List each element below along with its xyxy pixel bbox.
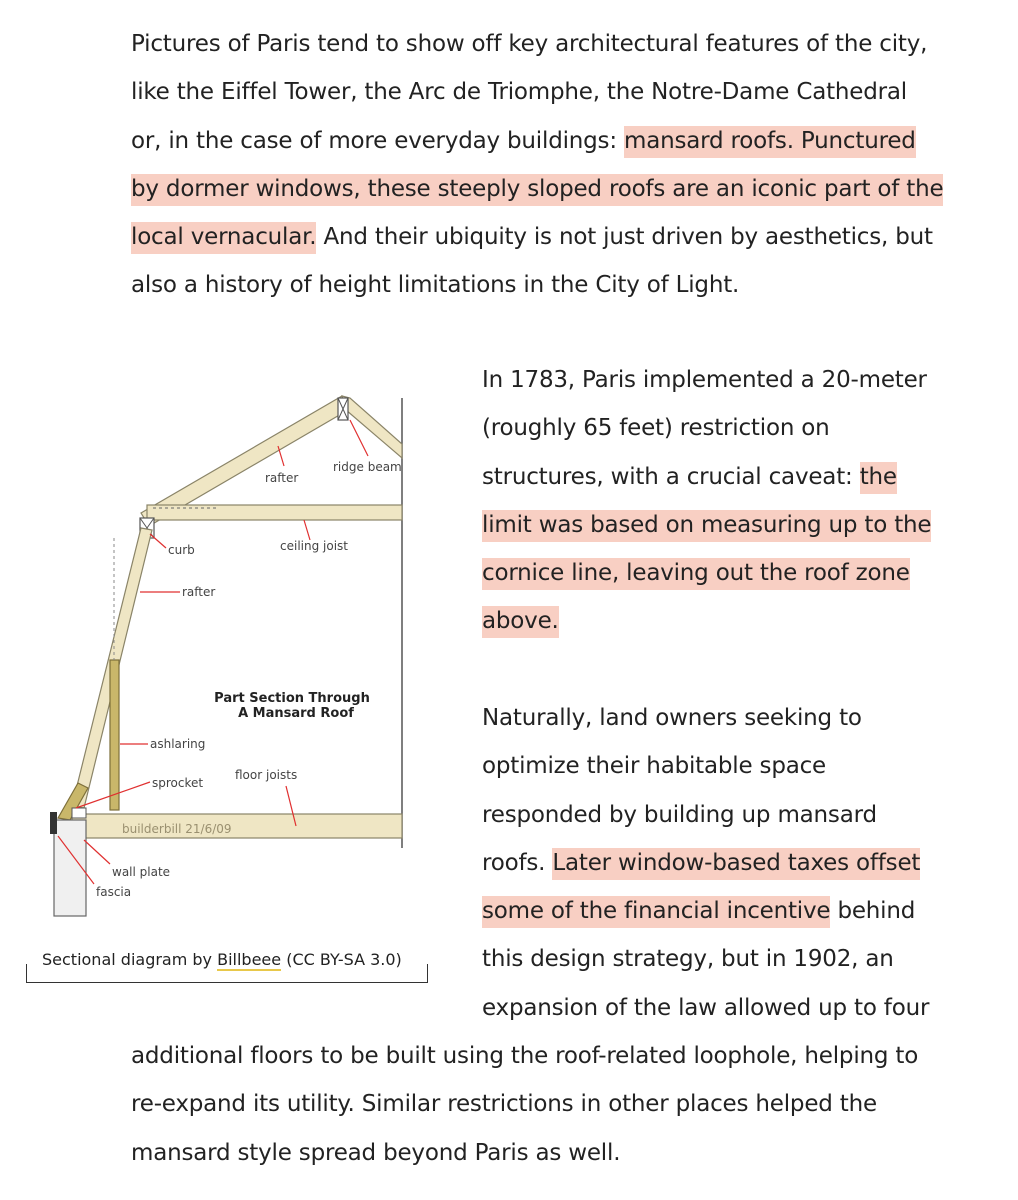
caption-text: Sectional diagram by <box>42 950 218 969</box>
diagram-background <box>28 368 433 948</box>
text-line: Naturally, land owners seeking to <box>482 705 862 731</box>
text-span: roofs. <box>482 849 553 876</box>
text-line: (roughly 65 feet) restriction on <box>482 415 830 442</box>
label-rafter-top: rafter <box>265 471 299 485</box>
text-line: this design strategy, but in 1902, an <box>482 946 894 973</box>
text-line <box>482 549 931 597</box>
text-span: structures, with a crucial caveat: <box>482 463 860 490</box>
text-line: re-expand its utility. Similar restrictions in other places helped the <box>131 1091 877 1118</box>
ceiling-joist-beam <box>147 505 402 520</box>
text-line <box>482 501 931 549</box>
text-line <box>482 887 929 935</box>
figure-caption-block <box>26 944 430 984</box>
label-rafter-lower: rafter <box>182 585 216 599</box>
text-line: optimize their habitable space <box>482 753 827 780</box>
label-ceiling-joist: ceiling joist <box>280 539 348 553</box>
text-line <box>482 839 929 887</box>
label-ashlaring: ashlaring <box>150 737 206 751</box>
highlight-span: cornice line, leaving out the roof zone <box>482 558 910 590</box>
text-line <box>482 453 931 501</box>
text-line: Pictures of Paris tend to show off key architectural features of the city, <box>131 31 928 57</box>
label-curb: curb <box>168 543 195 557</box>
text-span: And their ubiquity is not just driven by aesthetics, but <box>316 224 933 251</box>
text-line <box>131 213 943 261</box>
diagram-title-line2: A Mansard Roof <box>238 706 354 721</box>
text-line <box>482 597 931 645</box>
text-line <box>131 165 943 213</box>
highlight-span: local vernacular. <box>131 222 316 254</box>
text-line: additional floors to be built using the roof-related loophole, helping to <box>131 1043 919 1069</box>
caption-license: (CC BY-SA 3.0) <box>281 950 402 969</box>
highlight-span: mansard roofs. Punctured <box>624 126 916 158</box>
text-line: responded by building up mansard <box>482 801 877 828</box>
fascia-board <box>50 812 57 834</box>
highlight-span: above. <box>482 606 559 638</box>
label-ridge-beam: ridge beam <box>333 460 402 474</box>
highlight-span: Later window-based taxes offset <box>552 848 920 880</box>
text-line: In 1783, Paris implemented a 20-meter <box>482 367 927 393</box>
paragraph-land-owners <box>482 694 929 1032</box>
highlight-span: some of the financial incentive <box>482 896 830 928</box>
label-floor-joists: floor joists <box>235 768 298 782</box>
diagram-svg <box>28 368 433 948</box>
highlight-span: the <box>860 462 897 494</box>
highlight-span: by dormer windows, these steeply sloped roofs are an iconic part of the <box>131 174 943 206</box>
label-wall-plate: wall plate <box>112 865 171 879</box>
label-fascia: fascia <box>96 885 132 899</box>
text-span: behind <box>830 898 916 925</box>
label-credit: builderbill 21/6/09 <box>122 822 232 836</box>
paragraph-1783-restriction <box>482 356 931 646</box>
masonry-wall <box>54 820 86 916</box>
label-sprocket: sprocket <box>152 776 204 790</box>
text-line: also a history of height limitations in the City of Light. <box>131 272 740 299</box>
paragraph-continuation <box>131 1032 918 1177</box>
text-span: or, in the case of more everyday buildings: <box>131 127 624 154</box>
wall-plate-block <box>72 808 86 818</box>
caption-author-link[interactable]: Billbeee <box>217 950 282 969</box>
text-line <box>131 117 943 165</box>
diagram-title-line1: Part Section Through <box>214 691 370 706</box>
highlight-span: limit was based on measuring up to the <box>482 510 931 542</box>
text-line: mansard style spread beyond Paris as well. <box>131 1139 621 1166</box>
text-line: like the Eiffel Tower, the Arc de Triomphe, the Notre-Dame Cathedral <box>131 79 907 106</box>
figure-caption <box>42 950 402 969</box>
mansard-roof-diagram <box>28 368 433 948</box>
ashlaring-post <box>110 660 119 810</box>
paragraph-intro <box>131 20 943 310</box>
text-line: expansion of the law allowed up to four <box>482 994 930 1021</box>
